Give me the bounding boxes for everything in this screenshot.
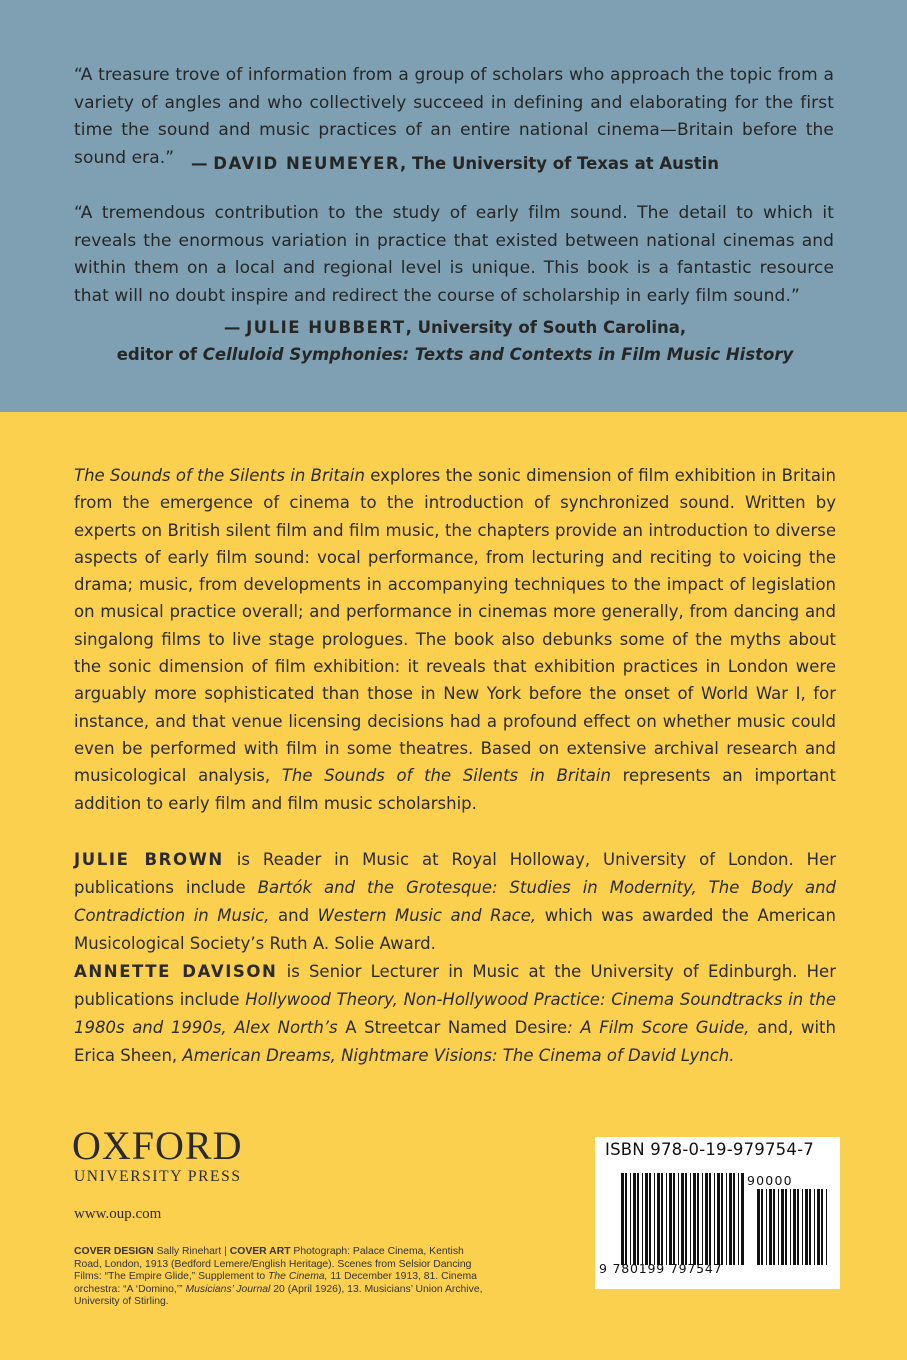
isbn-text: ISBN 978-0-19-979754-7: [605, 1140, 814, 1159]
barcode-supplement: 90000: [747, 1173, 793, 1188]
barcode-box: [595, 1137, 840, 1289]
review-quote-1: “A treasure trove of information from a group of scholars who approach the topic from a variety of angles and who collectively succeed in defining and elaborating for the first time the sound and music practices of an entire national cinema—Britain before the sound era.”: [74, 65, 834, 168]
reviewer-name: JULIE HUBBERT: [246, 318, 406, 337]
cover-credits: COVER DESIGN Sally Rinehart | COVER ART Photograph: Palace Cinema, Kentish Road, London, 1913 (Bedford Lemere/English Heritage). Scenes from Selsior Dancing Films: “The Empire Glide,” Supplement to The Cinema, 11 December 1913, 81. Cinema orchestra: “A ‘Domino,’” Musicians’ Journal 20 (April 1926), 13. Musicians’ Union Archive, University of Stirling.: [74, 1246, 483, 1307]
quote-attribution-2: — JULIE HUBBERT, University of South Carolina, editor of Celluloid Symphonies: Texts and Contexts in Film Music History: [116, 318, 794, 364]
book-description: The Sounds of the Silents in Britain explores the sonic dimension of film exhibition in Britain from the emergence of cinema to the introduction of synchronized sound. Written by experts on British silent film and film music, the chapters provide an introduction to diverse aspects of early film sound: vocal performance, from lecturing and reciting to voicing the drama; music, from developments in accompanying techniques to the impact of legislation on musical practice overall; and performance in cinemas more generally, from dancing and singalong films to live stage prologues. The book also debunks some of the myths about the sonic dimension of film exhibition: it reveals that exhibition practices in London were arguably more sophisticated than those in New York before the onset of World War I, for instance, and that venue licensing decisions had a profound effect on whether music could even be performed with film in some theatres. Based on extensive archival research and musicological analysis, The Sounds of the Silents in Britain represents an important addition to early film and film music scholarship.: [74, 466, 836, 813]
barcode-icon: [601, 1173, 833, 1269]
barcode-number: 9 780199 797547: [599, 1261, 723, 1276]
author-bio-julie-brown: JULIE BROWN is Reader in Music at Royal Holloway, University of London. Her publications include Bartók and the Grotesque: Studies in Modernity, The Body and Contradiction in Music, and Western Music and Race, which was awarded the American Musicological Society’s Ruth A. Solie Award.: [74, 850, 837, 953]
publisher-logo: OXFORD UNIVERSITY PRESS: [72, 1123, 243, 1185]
quote-attribution-1: — DAVID NEUMEYER, The University of Texas at Austin: [191, 154, 719, 173]
review-quote-2: “A tremendous contribution to the study of early film sound. The detail to which it reveals the enormous variation in practice that existed between national cinemas and within them on a local and regional level is unique. This book is a fantastic resource that will no doubt inspire and redirect the course of scholarship in early film sound.”: [74, 203, 834, 306]
publisher-url[interactable]: www.oup.com: [74, 1206, 162, 1222]
author-bio-annette-davison: ANNETTE DAVISON is Senior Lecturer in Music at the University of Edinburgh. Her publications include Hollywood Theory, Non-Hollywood Practice: Cinema Soundtracks in the 1980s and 1990s, Alex North’s A Streetcar Named Desire: A Film Score Guide, and, with Erica Sheen, American Dreams, Nightmare Visions: The Cinema of David Lynch.: [74, 962, 836, 1065]
reviewer-name: DAVID NEUMEYER: [213, 154, 401, 173]
